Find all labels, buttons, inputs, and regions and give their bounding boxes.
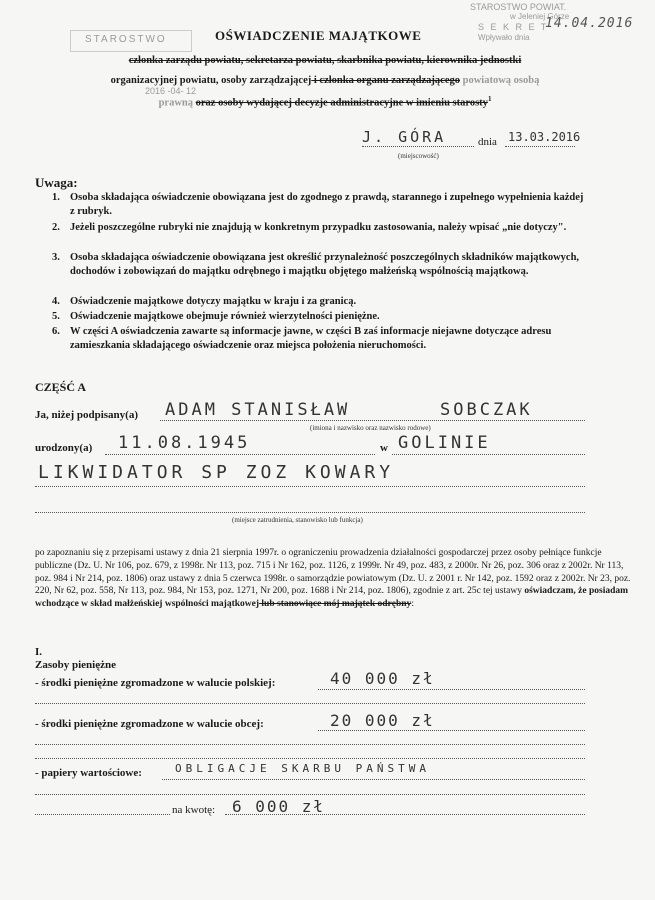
subtitle-line2: [20, 75, 630, 86]
job-caption: (miejsce zatrudnienia, stanowisko lub funkcja): [232, 516, 363, 524]
uwaga-num-2: 2.: [52, 222, 60, 233]
uwaga-text-3: Osoba składająca oświadczenie obowiązana jest określić przynależność poszczególnych składników majątkowych, dochodów i zobowiązań do majątku odrębnego i majątku objętego małżeńską wspólnością majątkową.: [70, 252, 580, 277]
header-stamp-line3: S E K R E T: [478, 22, 549, 32]
uwaga-item-3: [52, 251, 590, 279]
uwaga-item-4: [52, 295, 590, 309]
born-label: urodzony(a): [35, 442, 93, 454]
securities-value: OBLIGACJE SKARBU PAŃSTWA: [175, 762, 430, 775]
born-place-dots: [392, 454, 585, 455]
section-heading: Zasoby pieniężne: [35, 659, 116, 671]
left-stamp-date: 2016 -04- 12: [145, 86, 197, 96]
part-a-heading: CZĘŚĆ A: [35, 380, 87, 394]
place-value: J. GÓRA: [362, 128, 447, 146]
uwaga-heading: Uwaga:: [35, 175, 78, 190]
place-date: 13.03.2016: [508, 130, 581, 144]
subtitle-line3: [20, 95, 630, 109]
left-stamp-text: STAROSTWO: [85, 34, 167, 45]
securities-dots: [162, 779, 585, 780]
surname-value: SOBCZAK: [440, 400, 533, 420]
amount-dots: [225, 814, 585, 815]
law-text-strike: lub stanowiące mój majątek odrębny: [259, 599, 412, 610]
dnia-label: dnia: [478, 136, 497, 148]
uwaga-text-4: Oświadczenie majątkowe dotyczy majątku w kraju i za granicą.: [70, 296, 357, 307]
name-caption: (imiona i nazwisko oraz nazwisko rodowe): [310, 424, 431, 432]
uwaga-num-1: 1.: [52, 192, 60, 203]
foreign-value: 20 000 zł: [330, 711, 435, 730]
securities-label: - papiery wartościowe:: [35, 767, 142, 779]
place-caption: (miejscowość): [398, 152, 439, 160]
foreign-label: - środki pieniężne zgromadzone w walucie obcej:: [35, 718, 264, 730]
subtitle-line2b: i członka organu zarządzającego: [311, 75, 460, 86]
name-dots: [160, 420, 585, 421]
header-stamp-line2: w Jeleniej Górze: [510, 12, 570, 21]
job-dots-2: [35, 512, 585, 513]
law-text-bold: oświadczam, że posiadam wchodzące w skład małżeńskiej wspólności majątkowej: [35, 586, 629, 610]
job-value: LIKWIDATOR SP ZOZ KOWARY: [38, 462, 395, 483]
uwaga-text-6: W części A oświadczenia zawarte są informacje jawne, w części B zaś informacje niejawne dotyczące adresu zamieszkania składającego oświadczenie oraz miejsca położenia nieruchomości.: [70, 326, 552, 351]
uwaga-text-2: Jeżeli poszczególne rubryki nie znajdują w konkretnym przypadku zastosowania, należy wpisać „nie dotyczy".: [70, 222, 567, 233]
date-dots: [505, 146, 575, 147]
pln-dots-2: [35, 703, 585, 704]
subtitle-line2c: powiatową osobą: [460, 75, 540, 86]
uwaga-num-5: 5.: [52, 311, 60, 322]
law-text-p1: po zapoznaniu się z przepisami ustawy z dnia 21 sierpnia 1997r. o ograniczeniu prowadzenia działalności gospodarczej przez osoby pełniące funkcje publiczne (Dz. U. Nr 106, poz. 679, z 1998r. Nr 113, poz. 715 i Nr 162, poz. 1126, z 1999r. Nr 49, poz. 483, z 2000r. Nr 26, poz. 306 oraz z 2002r. Nr 113, poz. 984 i Nr 214, poz. 1806) oraz ustawy z dnia 5 czerwca 1998r. o samorządzie powiatowym (Dz. U. z 2001 r. Nr 142, poz. 1592 oraz z 2002r. Nr 23, poz. 220, Nr 62, poz. 558, Nr 113, poz. 984, Nr 153, poz. 1271, Nr 200, poz. 1688 i Nr 214, poz. 1806), zgodnie z art. 25c tej ustawy: [35, 548, 631, 597]
uwaga-num-3: 3.: [52, 252, 60, 263]
born-w: w: [380, 442, 388, 454]
subtitle-line3a: prawną: [158, 97, 196, 109]
uwaga-item-2: [52, 221, 590, 235]
header-stamp-line4: Wpływało dnia: [478, 33, 530, 42]
uwaga-text-5: Oświadczenie majątkowe obejmuje również wierzytelności pieniężne.: [70, 311, 380, 322]
page-title: OŚWIADCZENIE MAJĄTKOWE: [215, 28, 422, 43]
pln-value: 40 000 zł: [330, 669, 435, 688]
securities-dots-2: [35, 794, 585, 795]
pln-dots: [318, 689, 585, 690]
foreign-dots: [318, 730, 585, 731]
place-dots: [362, 146, 474, 147]
amount-value: 6 000 zł: [232, 797, 326, 816]
subtitle-line3b: oraz osoby wydającej decyzje administracyjne w imieniu starosty: [195, 97, 488, 109]
name-value: ADAM STANISŁAW: [165, 400, 351, 420]
uwaga-num-6: 6.: [52, 326, 60, 337]
law-text-end: :: [411, 599, 414, 610]
header-stamp-date: 14.04.2016: [545, 16, 634, 31]
uwaga-item-1: [52, 191, 590, 219]
section-roman: I.: [35, 646, 43, 658]
pln-label: - środki pieniężne zgromadzone w walucie polskiej:: [35, 677, 276, 689]
uwaga-item-6: [52, 325, 590, 353]
subtitle-footnote: 1: [487, 95, 492, 103]
amount-label: na kwotę:: [172, 804, 216, 816]
law-paragraph: [35, 547, 635, 611]
amount-pre-dots: [35, 814, 170, 815]
born-date-dots: [105, 454, 375, 455]
uwaga-num-4: 4.: [52, 296, 60, 307]
subtitle-line1: członka zarządu powiatu, sekretarza powiatu, skarbnika powiatu, kierownika jednostki: [128, 55, 522, 66]
foreign-dots-2: [35, 744, 585, 745]
uwaga-item-5: [52, 310, 590, 324]
header-stamp-line1: STAROSTWO POWIAT.: [470, 2, 567, 12]
name-label: Ja, niżej podpisany(a): [35, 409, 138, 421]
uwaga-text-1: Osoba składająca oświadczenie obowiązana jest do zgodnego z prawdą, starannego i zupełnego wypełnienia każdej z rubryk.: [70, 192, 584, 217]
born-date: 11.08.1945: [118, 433, 251, 453]
subtitle-line2a: organizacyjnej powiatu, osoby zarządzającej: [110, 75, 312, 86]
born-place: GOLINIE: [398, 433, 491, 453]
job-dots-1: [35, 486, 585, 487]
blank-dots: [35, 758, 585, 759]
